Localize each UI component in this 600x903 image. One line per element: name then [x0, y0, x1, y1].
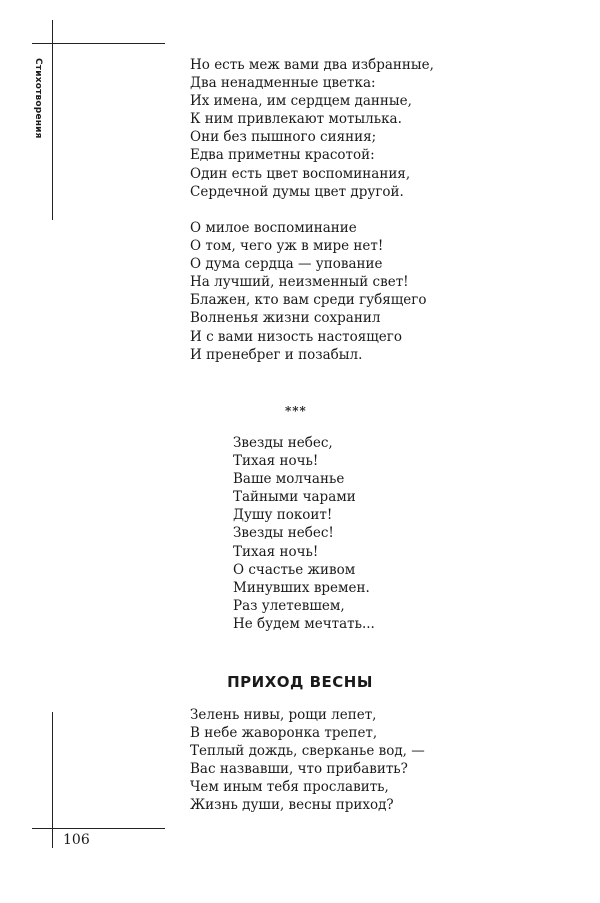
verse-line: Волненья жизни сохранил: [190, 310, 381, 327]
verse-line: Минувших времен.: [233, 579, 370, 596]
verse-line: Ваше молчанье: [233, 471, 345, 488]
stanza-4: [190, 706, 425, 815]
verse-line: Душу покоит!: [233, 507, 333, 524]
verse-line: К ним привлекают мотылька.: [190, 111, 402, 128]
margin-rule-vertical-top: [52, 20, 53, 220]
verse-line: Звезды небес!: [233, 525, 334, 542]
verse-line: Зелень нивы, рощи лепет,: [190, 707, 377, 723]
verse-line: Едва приметны красотой:: [190, 147, 375, 164]
verse-line: Они без пышного сияния;: [190, 129, 377, 146]
verse-line: Жизнь души, весны приход?: [190, 797, 394, 814]
stanza-2: [190, 219, 427, 364]
verse-line: В небе жаворонка трепет,: [190, 725, 378, 742]
verse-line: О счастье живом: [233, 561, 356, 578]
stanza-1: [190, 56, 434, 201]
verse-line: Вас назвавши, что прибавить?: [190, 761, 408, 778]
page-number: 106: [63, 832, 90, 848]
verse-line: Два ненадменные цветка:: [190, 75, 376, 92]
section-separator: ***: [285, 404, 307, 418]
verse-line: Но есть меж вами два избранные,: [190, 57, 434, 73]
verse-line: И пренебрег и позабыл.: [190, 346, 363, 363]
verse-line: Чем иным тебя прославить,: [190, 779, 389, 796]
verse-line: Не будем мечтать...: [233, 615, 375, 632]
verse-line: Звезды небес,: [233, 435, 333, 451]
verse-line: И с вами низость настоящего: [190, 328, 402, 345]
verse-line: Блажен, кто вам среди губящего: [190, 292, 427, 309]
verse-line: Тихая ночь!: [233, 453, 319, 470]
poem-title: ПРИХОД ВЕСНЫ: [227, 673, 373, 691]
verse-line: Их имена, им сердцем данные,: [190, 93, 412, 110]
verse-line: О том, чего уж в мире нет!: [190, 238, 384, 255]
verse-line: Один есть цвет воспоминания,: [190, 165, 411, 182]
verse-line: Раз улетевшем,: [233, 597, 345, 614]
margin-rule-horizontal-bottom: [32, 828, 165, 829]
verse-line: Сердечной думы цвет другой.: [190, 183, 404, 200]
verse-line: На лучший, неизменный свет!: [190, 274, 409, 291]
stanza-3: [233, 434, 375, 633]
verse-line: Тайными чарами: [233, 489, 356, 506]
verse-line: Теплый дождь, сверканье вод, —: [190, 743, 425, 760]
verse-line: Тихая ночь!: [233, 543, 319, 560]
section-side-label: Стихотворения: [33, 58, 43, 139]
verse-line: О дума сердца — упование: [190, 256, 383, 273]
margin-rule-horizontal-top: [32, 43, 165, 44]
verse-line: О милое воспоминание: [190, 220, 357, 236]
